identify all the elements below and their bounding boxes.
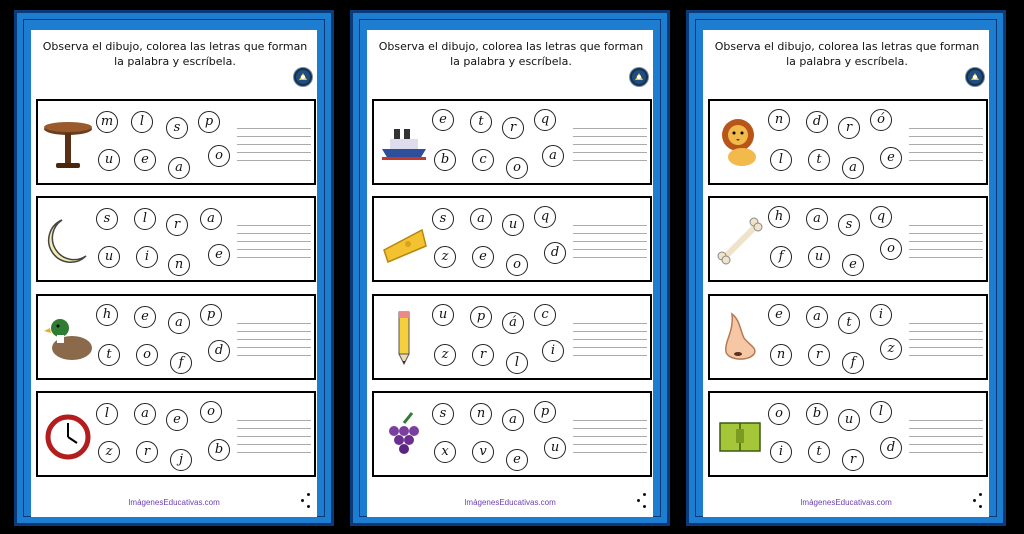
letter-circle[interactable]: d (880, 437, 902, 459)
lion-icon (714, 113, 766, 173)
letter-circle[interactable]: r (502, 117, 524, 139)
letter-circle[interactable]: r (838, 117, 860, 139)
letter-circle[interactable]: r (842, 449, 864, 471)
letter-circle[interactable]: o (768, 403, 790, 425)
letter-circle[interactable]: z (434, 246, 456, 268)
nose-icon (714, 308, 766, 368)
writing-lines[interactable] (909, 225, 983, 259)
letter-circle[interactable]: c (534, 304, 556, 326)
website-credit (31, 498, 317, 507)
letter-circle[interactable]: a (502, 409, 524, 431)
letter-circle[interactable]: á (502, 312, 524, 334)
letter-circle[interactable]: q (534, 206, 556, 228)
letter-circle[interactable]: e (768, 304, 790, 326)
letter-circle[interactable]: p (198, 111, 220, 133)
letter-circle[interactable]: a (200, 208, 222, 230)
website-text: ImágenesEducativas.com (800, 498, 892, 507)
letter-circle[interactable]: e (208, 244, 230, 266)
writing-lines[interactable] (573, 420, 647, 454)
letter-circle[interactable]: a (806, 306, 828, 328)
dots-decoration (637, 493, 647, 509)
letter-circle[interactable]: z (880, 338, 902, 360)
letter-circle[interactable]: l (134, 208, 156, 230)
table-icon (42, 113, 94, 173)
instruction-text: Observa el dibujo, colorea las letras que forman la palabra y escríbela. (42, 40, 308, 68)
letter-circle[interactable]: a (168, 157, 190, 179)
worksheet-3 (686, 10, 1006, 526)
exercise-row (372, 391, 652, 477)
letter-circle[interactable]: u (502, 214, 524, 236)
letter-circle[interactable]: a (542, 145, 564, 167)
letter-circle[interactable]: u (98, 149, 120, 171)
letter-circle[interactable]: a (168, 312, 190, 334)
letter-circle[interactable]: v (472, 441, 494, 463)
letter-circle[interactable]: m (96, 111, 118, 133)
sheet-paper (703, 30, 989, 517)
letter-circle[interactable]: t (838, 312, 860, 334)
letter-circle[interactable]: a (842, 157, 864, 179)
letter-circle[interactable]: ó (870, 109, 892, 131)
exercise-row (36, 99, 316, 185)
letter-circle[interactable]: p (534, 401, 556, 423)
book-icon (714, 405, 766, 465)
writing-lines[interactable] (909, 323, 983, 357)
letter-circle[interactable]: s (432, 403, 454, 425)
letter-circle[interactable]: a (470, 208, 492, 230)
letter-circle[interactable]: h (96, 304, 118, 326)
worksheet-2 (350, 10, 670, 526)
sheet-paper (367, 30, 653, 517)
writing-lines[interactable] (909, 420, 983, 454)
letter-circle[interactable]: f (842, 352, 864, 374)
letter-circle[interactable]: d (544, 242, 566, 264)
letter-circle[interactable]: n (768, 109, 790, 131)
letter-circle[interactable]: i (770, 441, 792, 463)
letter-circle[interactable]: e (166, 409, 188, 431)
letter-circle[interactable]: u (432, 304, 454, 326)
sheet-paper (31, 30, 317, 517)
letter-circle[interactable]: l (770, 149, 792, 171)
letter-circle[interactable]: b (806, 403, 828, 425)
website-credit (703, 498, 989, 507)
exercise-row (36, 391, 316, 477)
letter-circle[interactable]: x (434, 441, 456, 463)
exercise-row (36, 196, 316, 282)
writing-lines[interactable] (573, 323, 647, 357)
letter-circle[interactable]: n (168, 254, 190, 276)
letter-circle[interactable]: r (472, 344, 494, 366)
dots-decoration (973, 493, 983, 509)
letter-circle[interactable]: e (880, 147, 902, 169)
letter-circle[interactable]: u (838, 409, 860, 431)
letter-circle[interactable]: o (208, 145, 230, 167)
letter-circle[interactable]: s (838, 214, 860, 236)
website-text: ImágenesEducativas.com (464, 498, 556, 507)
letter-circle[interactable]: o (506, 157, 528, 179)
letter-circle[interactable]: t (808, 441, 830, 463)
letter-circle[interactable]: o (200, 401, 222, 423)
letter-circle[interactable]: j (170, 449, 192, 471)
letter-circle[interactable]: p (470, 306, 492, 328)
exercise-row (372, 99, 652, 185)
clock-icon (42, 405, 94, 465)
writing-lines[interactable] (573, 128, 647, 162)
letter-circle[interactable]: e (134, 306, 156, 328)
letter-circle[interactable]: a (134, 403, 156, 425)
letter-circle[interactable]: t (98, 344, 120, 366)
exercise-row (708, 294, 988, 380)
exercise-row (708, 391, 988, 477)
moon-icon (42, 210, 94, 270)
pencil-icon (378, 308, 430, 368)
owl-logo-icon (965, 67, 985, 87)
writing-lines[interactable] (237, 420, 311, 454)
letter-circle[interactable]: b (434, 149, 456, 171)
letter-circle[interactable]: u (98, 246, 120, 268)
exercise-row (372, 196, 652, 282)
letter-circle[interactable]: c (472, 149, 494, 171)
letter-circle[interactable]: e (472, 246, 494, 268)
instruction-text: Observa el dibujo, colorea las letras que forman la palabra y escríbela. (714, 40, 980, 68)
duck-icon (42, 308, 94, 368)
letter-circle[interactable]: e (432, 109, 454, 131)
letter-circle[interactable]: z (98, 441, 120, 463)
dots-decoration (301, 493, 311, 509)
letter-circle[interactable]: i (870, 304, 892, 326)
letter-circle[interactable]: s (166, 117, 188, 139)
letter-circle[interactable]: f (770, 246, 792, 268)
letter-circle[interactable]: l (131, 111, 153, 133)
letter-circle[interactable]: n (770, 344, 792, 366)
letter-circle[interactable]: q (870, 206, 892, 228)
letter-circle[interactable]: i (136, 246, 158, 268)
grapes-icon (378, 405, 430, 465)
letter-circle[interactable]: d (806, 111, 828, 133)
letter-circle[interactable]: p (200, 304, 222, 326)
letter-circle[interactable]: r (166, 214, 188, 236)
website-credit (367, 498, 653, 507)
exercise-row (708, 99, 988, 185)
letter-circle[interactable]: o (880, 238, 902, 260)
letter-circle[interactable]: u (544, 437, 566, 459)
owl-logo-icon (629, 67, 649, 87)
letter-circle[interactable]: f (170, 352, 192, 374)
exercise-row (708, 196, 988, 282)
instruction-text: Observa el dibujo, colorea las letras que forman la palabra y escríbela. (378, 40, 644, 68)
letter-circle[interactable]: q (534, 109, 556, 131)
letter-circle[interactable]: a (806, 208, 828, 230)
worksheet-1 (14, 10, 334, 526)
letter-circle[interactable]: d (208, 340, 230, 362)
letter-circle[interactable]: t (808, 149, 830, 171)
writing-lines[interactable] (237, 128, 311, 162)
writing-lines[interactable] (237, 225, 311, 259)
writing-lines[interactable] (573, 225, 647, 259)
ship-icon (378, 113, 430, 173)
letter-circle[interactable]: z (434, 344, 456, 366)
letter-circle[interactable]: s (96, 208, 118, 230)
letter-circle[interactable]: n (470, 403, 492, 425)
letter-circle[interactable]: t (470, 111, 492, 133)
writing-lines[interactable] (909, 128, 983, 162)
letter-circle[interactable]: e (842, 254, 864, 276)
letter-circle[interactable]: u (808, 246, 830, 268)
letter-circle[interactable]: l (96, 403, 118, 425)
bone-icon (714, 210, 766, 270)
letter-circle[interactable]: b (208, 439, 230, 461)
letter-circle[interactable]: l (870, 401, 892, 423)
exercise-row (372, 294, 652, 380)
writing-lines[interactable] (237, 323, 311, 357)
letter-circle[interactable]: e (506, 449, 528, 471)
letter-circle[interactable]: o (136, 344, 158, 366)
cheese-icon (378, 210, 430, 270)
letter-circle[interactable]: s (432, 208, 454, 230)
letter-circle[interactable]: h (768, 206, 790, 228)
owl-logo-icon (293, 67, 313, 87)
letter-circle[interactable]: i (542, 340, 564, 362)
website-text: ImágenesEducativas.com (128, 498, 220, 507)
letter-circle[interactable]: r (136, 441, 158, 463)
exercise-row (36, 294, 316, 380)
letter-circle[interactable]: r (808, 344, 830, 366)
letter-circle[interactable]: e (134, 149, 156, 171)
letter-circle[interactable]: l (506, 352, 528, 374)
letter-circle[interactable]: o (506, 254, 528, 276)
